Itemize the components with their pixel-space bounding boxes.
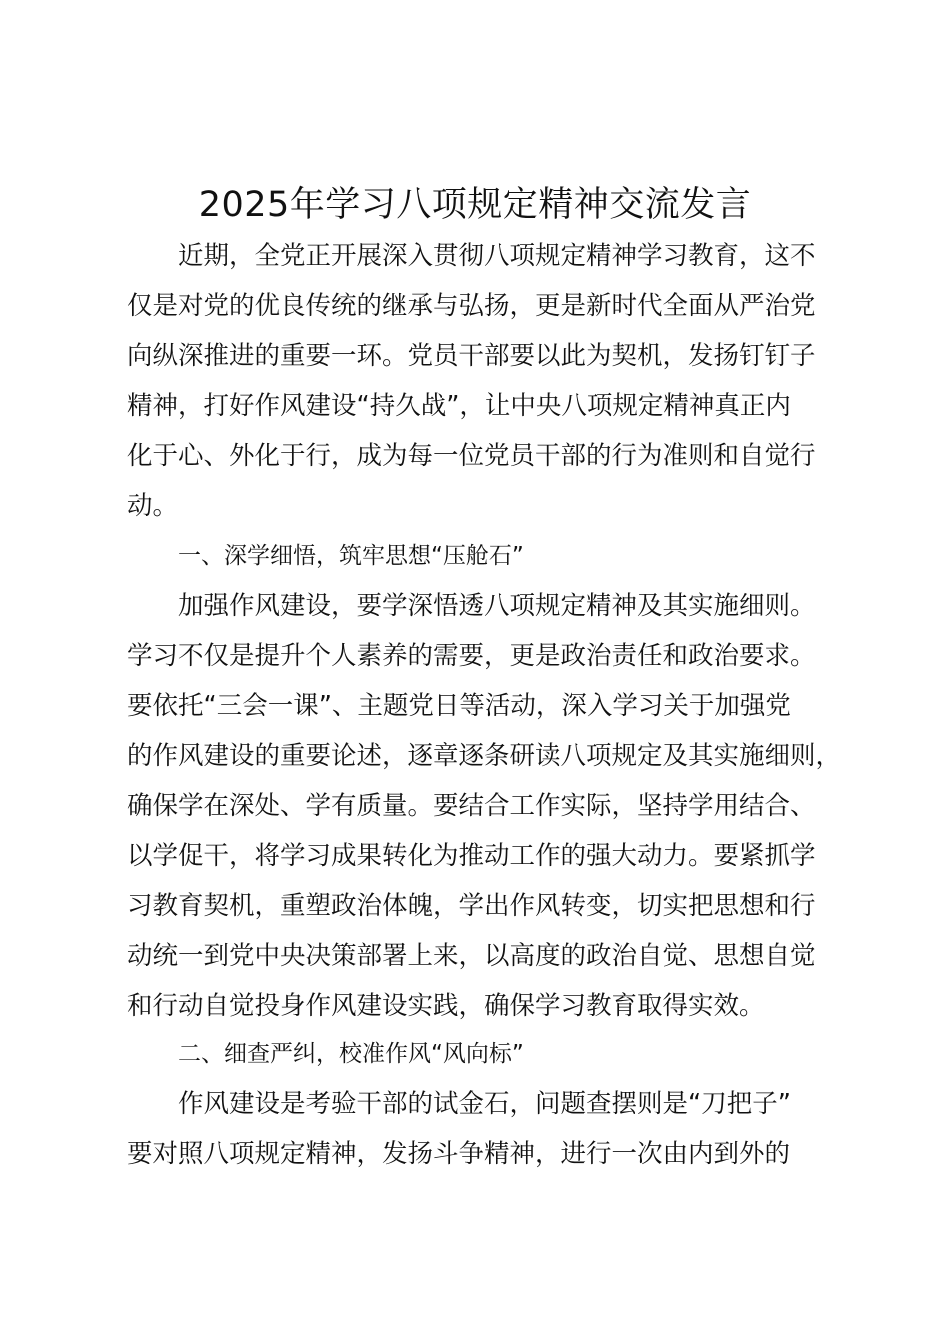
section-heading: 二、细查严纠，校准作风“风向标” [178, 1041, 524, 1067]
paragraph-line: 习教育契机，重塑政治体魄，学出作风转变，切实把思想和行 [127, 891, 816, 921]
document-title: 2025年学习八项规定精神交流发言 [198, 185, 752, 225]
paragraph-line: 和行动自觉投身作风建设实践，确保学习教育取得实效。 [127, 991, 765, 1021]
paragraph-line: 学习不仅是提升个人素养的需要，更是政治责任和政治要求。 [127, 641, 816, 671]
paragraph-line: 要对照八项规定精神，发扬斗争精神，进行一次由内到外的 [127, 1139, 791, 1169]
paragraph-line: 向纵深推进的重要一环。党员干部要以此为契机，发扬钉钉子 [127, 341, 816, 371]
paragraph-line: 精神，打好作风建设“持久战”，让中央八项规定精神真正内 [127, 391, 791, 421]
paragraph-line: 加强作风建设，要学深悟透八项规定精神及其实施细则。 [127, 591, 816, 621]
paragraph-line: 确保学在深处、学有质量。要结合工作实际，坚持学用结合、 [127, 791, 816, 821]
section-heading: 一、深学细悟，筑牢思想“压舱石” [178, 543, 524, 569]
paragraph-line: 作风建设是考验干部的试金石，问题查摆则是“刀把子” [127, 1089, 791, 1119]
paragraph-line: 化于心、外化于行，成为每一位党员干部的行为准则和自觉行 [127, 441, 816, 471]
paragraph-line: 动。 [127, 491, 179, 521]
paragraph-line: 仅是对党的优良传统的继承与弘扬，更是新时代全面从严治党 [127, 291, 816, 321]
paragraph-line: 以学促干，将学习成果转化为推动工作的强大动力。要紧抓学 [127, 841, 816, 871]
paragraph-line: 要依托“三会一课”、主题党日等活动，深入学习关于加强党 [127, 691, 791, 721]
paragraph-line: 的作风建设的重要论述，逐章逐条研读八项规定及其实施细则， [127, 741, 842, 771]
paragraph-line: 近期，全党正开展深入贯彻八项规定精神学习教育，这不 [127, 241, 816, 271]
paragraph-line: 动统一到党中央决策部署上来，以高度的政治自觉、思想自觉 [127, 941, 816, 971]
